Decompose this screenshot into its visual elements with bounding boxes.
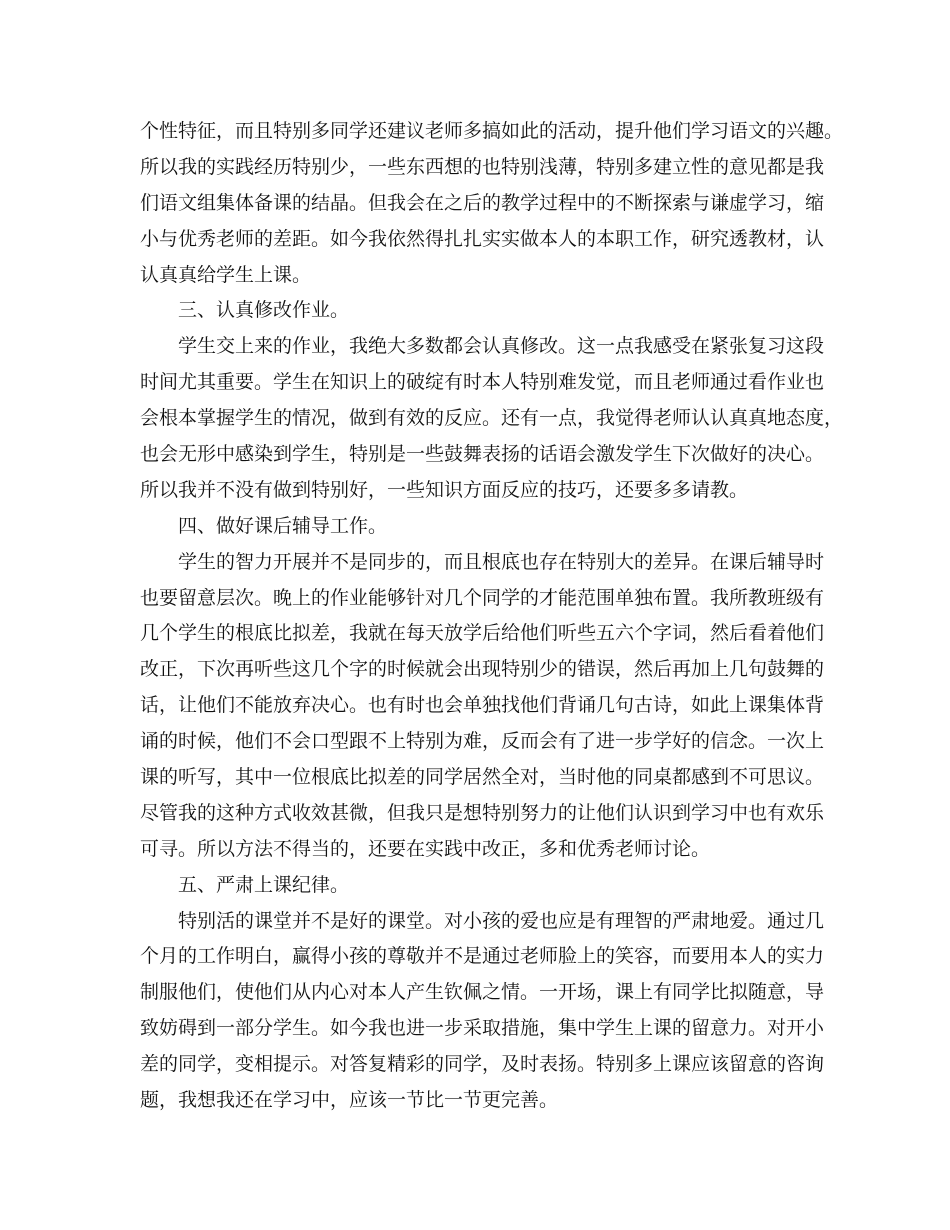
text-line: 会根本掌握学生的情况，做到有效的反应。还有一点，我觉得老师认认真真地态度，	[140, 407, 844, 430]
text-line: 小与优秀老师的差距。如今我依然得扎扎实实做本人的本职工作，研究透教材，认	[140, 227, 825, 250]
text-line: 诵的时候，他们不会口型跟不上特别为难，反而会有了进一步学好的信念。一次上	[140, 730, 825, 753]
text-line: 四、做好课后辅导工作。	[178, 514, 388, 537]
text-line: 认真真给学生上课。	[140, 263, 312, 286]
text-line: 题，我想我还在学习中，应该一节比一节更完善。	[140, 1089, 559, 1112]
text-line: 三、认真修改作业。	[178, 299, 350, 322]
text-line: 学生的智力开展并不是同步的，而且根底也存在特别大的差异。在课后辅导时	[178, 550, 825, 573]
text-line: 五、严肃上课纪律。	[178, 873, 350, 896]
text-line: 话，让他们不能放弃决心。也有时也会单独找他们背诵几句古诗，如此上课集体背	[140, 694, 825, 717]
text-line: 制服他们，使他们从内心对本人产生钦佩之情。一开场，课上有同学比拟随意，导	[140, 981, 825, 1004]
text-line: 所以我的实践经历特别少，一些东西想的也特别浅薄，特别多建立性的意见都是我	[140, 155, 825, 178]
text-line: 致妨碍到一部分学生。如今我也进一步采取措施，集中学生上课的留意力。对开小	[140, 1017, 825, 1040]
text-line: 特别活的课堂并不是好的课堂。对小孩的爱也应是有理智的严肃地爱。通过几	[178, 909, 825, 932]
text-line: 所以我并不没有做到特别好，一些知识方面反应的技巧，还要多多请教。	[140, 478, 749, 501]
text-line: 也会无形中感染到学生，特别是一些鼓舞表扬的话语会激发学生下次做好的决心。	[140, 443, 825, 466]
text-line: 个月的工作明白，赢得小孩的尊敬并不是通过老师脸上的笑容，而要用本人的实力	[140, 945, 825, 968]
text-line: 时间尤其重要。学生在知识上的破绽有时本人特别难发觉，而且老师通过看作业也	[140, 371, 825, 394]
text-line: 也要留意层次。晚上的作业能够针对几个同学的才能范围单独布置。我所教班级有	[140, 586, 825, 609]
text-line: 个性特征，而且特别多同学还建议老师多搞如此的活动，提升他们学习语文的兴趣。	[140, 120, 844, 142]
text-line: 学生交上来的作业，我绝大多数都会认真修改。这一点我感受在紧张复习这段	[178, 335, 825, 358]
text-line: 几个学生的根底比拟差，我就在每天放学后给他们听些五六个字词，然后看着他们	[140, 622, 825, 645]
text-line: 可寻。所以方法不得当的，还要在实践中改正，多和优秀老师讨论。	[140, 837, 711, 860]
text-line: 改正，下次再听些这几个字的时候就会出现特别少的错误，然后再加上几句鼓舞的	[140, 658, 825, 681]
text-line: 们语文组集体备课的结晶。但我会在之后的教学过程中的不断探索与谦虚学习，缩	[140, 191, 825, 214]
document-body	[140, 114, 844, 1119]
text-line: 差的同学，变相提示。对答复精彩的同学，及时表扬。特别多上课应该留意的咨询	[140, 1053, 825, 1076]
text-line: 尽管我的这种方式收效甚微，但我只是想特别努力的让他们认识到学习中也有欢乐	[140, 801, 825, 824]
text-line: 课的听写，其中一位根底比拟差的同学居然全对，当时他的同桌都感到不可思议。	[140, 766, 825, 789]
